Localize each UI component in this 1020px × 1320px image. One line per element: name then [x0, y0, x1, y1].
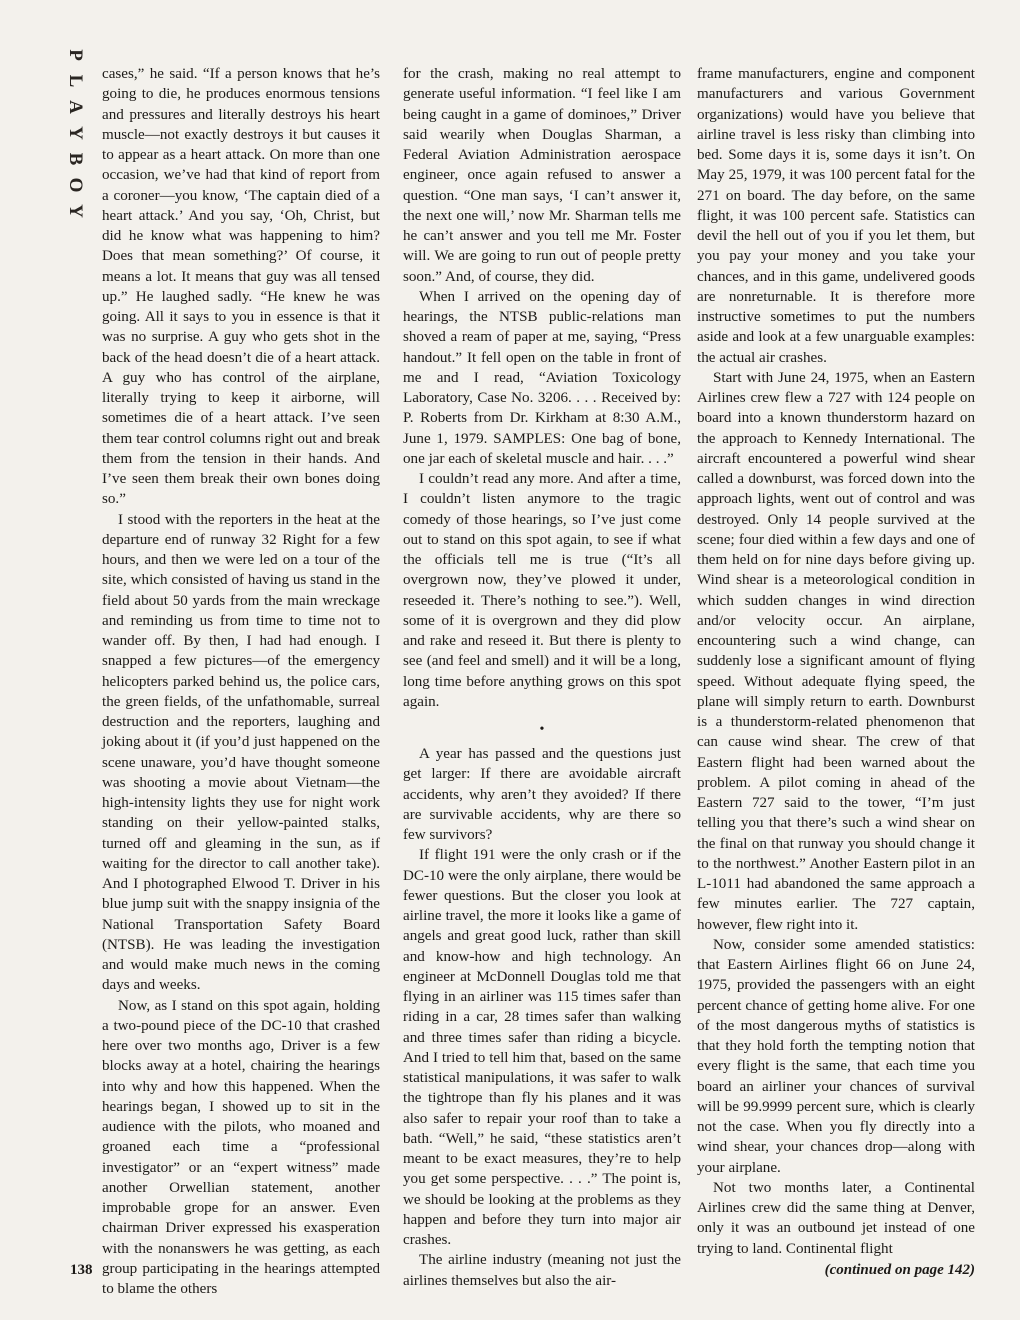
text-column-1	[102, 64, 380, 1299]
masthead-letter: P	[65, 49, 86, 61]
masthead-letter: L	[65, 74, 86, 88]
masthead-letter: Y	[65, 126, 86, 140]
paragraph: When I arrived on the opening day of hearings, the NTSB public-relations man shoved a ream of paper at me, saying, “Press handout.” It fell open on the table in front of me and I read, “Aviation Toxicology Laboratory, Case No. 3206. . . . Received by: P. Roberts from Dr. Kirkham at 8:30 A.M., June 1, 1979. SAMPLES: One bag of bone, one jar each of skeletal muscle and hair. . . .”	[403, 288, 681, 467]
magazine-name	[62, 42, 88, 224]
masthead-letter: O	[65, 177, 86, 193]
paragraph: Now, consider some amended statistics: that Eastern Airlines flight 66 on June 24, 1975, provided the passengers with an eight percent chance of getting home alive. For one of the most dangerous myths of statistics is that they hold forth the tempting notion that every flight is the same, that each time you board an airliner your chances of survival will be 99.9999 percent sure, which is clearly not the case. When you fly directly into a wind shear, your chances drop—along with your airplane.	[697, 936, 975, 1176]
paragraph: Now, as I stand on this spot again, holding a two-pound piece of the DC-10 that crashed here over two months ago, Driver is a few blocks away at a hotel, chairing the hearings into why and how this happened. When the hearings began, I showed up to sit in the audience with the pilots, who moaned and groaned each time a “professional investigator” or an “expert witness” made another Orwellian statement, another improbable grope for an answer. Even chairman Driver expressed his exasperation with the nonanswers he was getting, as each group participating in the hearings attempted to blame the others	[102, 997, 380, 1297]
text-column-3	[697, 64, 975, 1259]
masthead-letter: A	[65, 100, 86, 114]
paragraph: frame manufacturers, engine and component manufacturers and various Government organizations) would have you believe that airline travel is less risky than climbing into bed. Some days it is, some days it isn’t. On May 25, 1979, it was 100 percent fatal for the 271 on board. The day before, on the same flight, it was 100 percent safe. Statistics can devil the hell out of you if you let them, but you pay your money and you take your chances, and in this game, undelivered goods are nonreturnable. It is therefore more instructive sometimes to put the numbers aside and look at a few unarguable examples: the actual air crashes.	[697, 66, 975, 366]
paragraph: Start with June 24, 1975, when an Eastern Airlines crew flew a 727 with 124 people on board into a known thunderstorm hazard on the approach to Kennedy International. The aircraft encountered a powerful wind shear called a downburst, was forced down into the approach lights, went out of control and was destroyed. Only 14 people survived at the scene; four died within a few days and one of them held on for nine days before giving up. Wind shear is a meteorological condition in which sudden changes in wind direction and/or velocity occur. An airplane, encountering such a wind change, can suddenly lose a significant amount of flying speed. Without adequate flying speed, the plane will simply return to earth. Downburst is a thunderstorm-related phenomenon that can cause wind shear. The crew of that Eastern flight had been warned about the problem. A pilot coming in ahead of the Eastern 727 said to the tower, “I’m just telling you that there’s such a wind shear on the final on that runway you should change it to the northwest.” Another Eastern pilot in an L-1011 had abandoned the same approach a few minutes earlier. The 727 captain, however, flew right into it.	[697, 369, 975, 933]
paragraph: If flight 191 were the only crash or if the DC-10 were the only airplane, there would be fewer questions. But the closer you look at airline travel, the more it looks like a game of angels and great good luck, rather than skill and know-how and high technology. An engineer at McDonnell Douglas told me that flying in an airliner was 115 times safer than riding in a car, 28 times safer than walking and three times safer than riding a bicycle. And I tried to tell him that, based on the same statistical manipulations, it was safer to walk the tightrope than fly his planes and it was also safer to repair your roof than to take a bath. “Well,” he said, “these statistics aren’t meant to be exact measures, they’re to help you get some perspective. . . .” The point is, we should be looking at the problems as they happen and before they turn into major air crashes.	[403, 847, 681, 1248]
masthead-letter: Y	[65, 204, 86, 218]
section-separator: •	[539, 722, 545, 737]
paragraph: A year has passed and the questions just get larger: If there are avoidable aircraft accidents, why aren’t they avoided? If there are survivable accidents, why are there so few survivors?	[403, 746, 681, 843]
paragraph: cases,” he said. “If a person knows that he’s going to die, he produces enormous tensions and pressures and literally destroys his heart muscle—not exactly destroys it but causes it to appear as a heart attack. On more than one occasion, we’ve had that kind of report from a coroner—you know, ‘The captain died of a heart attack.’ And you say, ‘Oh, Christ, but did he know what was happening to him? Does that mean something?’ Of course, it means a lot. It means that guy was all tensed up.” He laughed sadly. “He knew he was going. All it says to you in essence is that it was no surprise. A guy who gets shot in the back of the head doesn’t die of a heart attack. A guy who has control of the airplane, literally trying to keep it airborne, will sometimes die of a heart attack. I’ve seen them tear control columns right out and break them from the tension in their hands. And I’ve seen them break their own bones doing so.”	[102, 66, 380, 508]
paragraph: for the crash, making no real attempt to generate useful information. “I feel like I am being caught in a game of dominoes,” Driver said wearily when Douglas Sharman, a Federal Aviation Administration aerospace engineer, once again refused to answer a question. “One man says, ‘I can’t answer it, the next one will,’ now Mr. Sharman tells me he can’t answer and you tell me Mr. Foster will. We are going to run out of people pretty soon.” And, of course, they did.	[403, 66, 681, 285]
text-column-2	[403, 64, 681, 1291]
page-number: 138	[70, 1262, 93, 1278]
paragraph: The airline industry (meaning not just the airlines themselves but also the air-	[403, 1252, 681, 1289]
masthead-letter: B	[65, 152, 86, 166]
paragraph: Not two months later, a Continental Airlines crew did the same thing at Denver, only it was an outbound jet instead of one trying to land. Continental flight	[697, 1179, 975, 1257]
paragraph: I stood with the reporters in the heat at the departure end of runway 32 Right for a few hours, and then we were led on a tour of the site, which consisted of having us stand in the field about 50 yards from the main wreckage and reminding us from time to time not to wander off. By then, I had had enough. I snapped a few pictures—of the emergency helicopters parked behind us, the police cars, the green fields, of the unfathomable, surreal destruction and the reporters, laughing and joking about it (if you’d just happened on the scene unaware, you’d have thought someone was shooting a movie about Vietnam—the high-intensity lights they use for night work standing on their yellow-painted stalks, turned off and gleaming in the sun, as if waiting for the director to call another take). And I photographed Elwood T. Driver in his blue jump suit with the snappy insignia of the National Transportation Safety Board (NTSB). He was leading the investigation and would make much news in the coming days and weeks.	[102, 511, 380, 994]
continued-note: (continued on page 142)	[824, 1262, 975, 1278]
paragraph: I couldn’t read any more. And after a time, I couldn’t listen anymore to the tragic comedy of those hearings, so I’ve just come out to stand on this spot again, to see if what the officials tell me is true (“It’s all overgrown now, they’ve plowed it under, reseeded it. There’s nothing to see.”). Well, some of it is overgrown and they did plow and rake and reseed it. But there is plenty to see (and feel and smell) and it will be a long, long time before anything grows on this spot again.	[403, 471, 681, 710]
